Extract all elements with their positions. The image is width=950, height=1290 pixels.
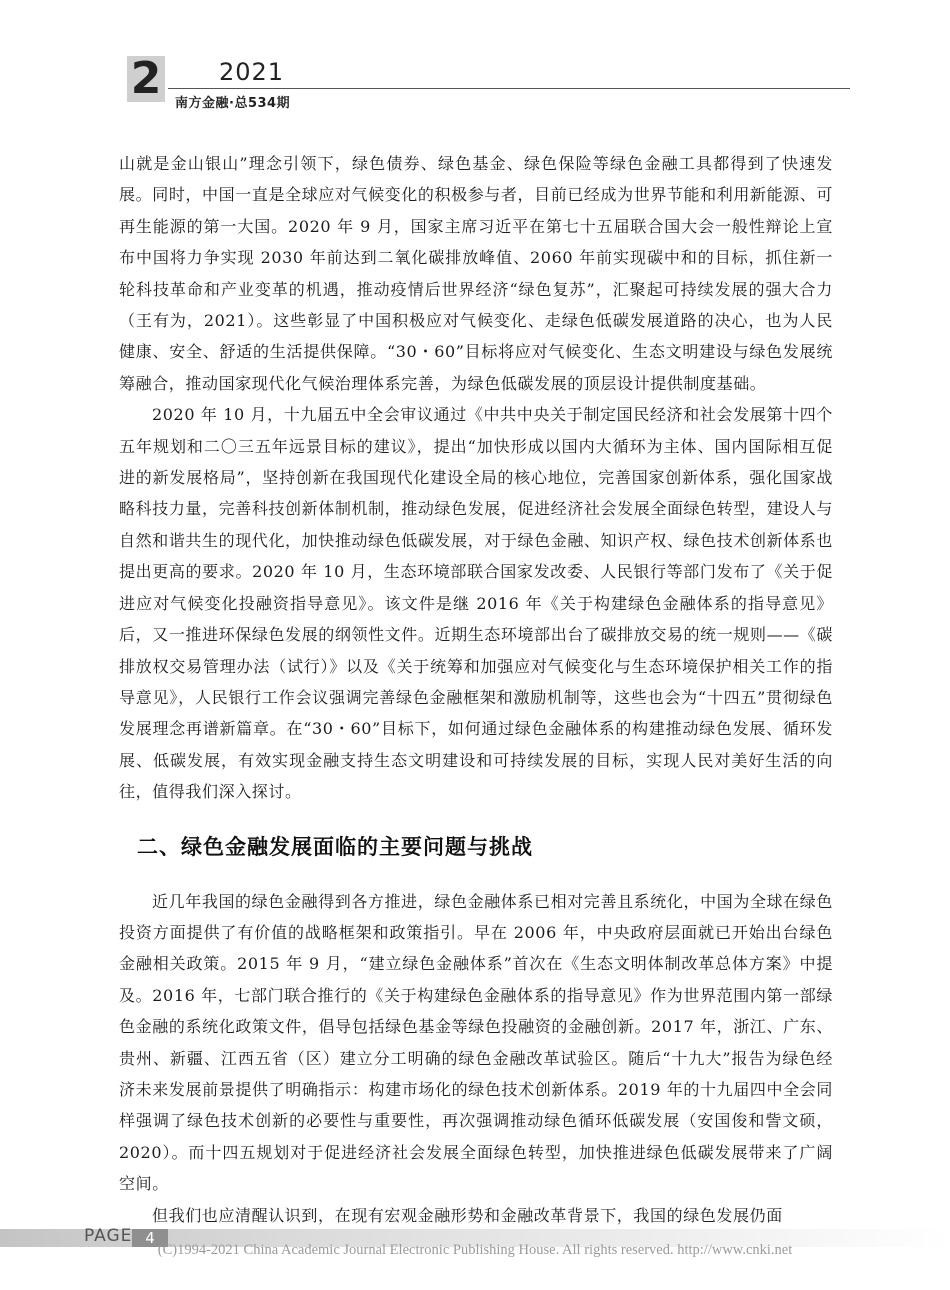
copyright-notice: (C)1994-2021 China Academic Journal Electronic Publishing House. All rights reserved. http://www.cnki.net xyxy=(157,1242,793,1258)
paragraph-continued: 山就是金山银山”理念引领下，绿色债券、绿色基金、绿色保险等绿色金融工具都得到了快速发展。同时，中国一直是全球应对气候变化的积极参与者，目前已经成为世界节能和利用新能源、可再生能源的第一大国。2020 年 9 月，国家主席习近平在第七十五届联合国大会一般性辩论上宣布中国将力争实现 2030 年前达到二氧化碳排放峰值、2060 年前实现碳中和的目标，抓住新一轮科技革命和产业变革的机遇，推动疫情后世界经济“绿色复苏”，汇聚起可持续发展的强大合力（王有为，2021）。这些彰显了中国积极应对气候变化、走绿色低碳发展道路的决心，也为人民健康、安全、舒适的生活提供保障。“30・60”目标将应对气候变化、生态文明建设与绿色发展统筹融合，推动国家现代化气候治理体系完善，为绿色低碳发展的顶层设计提供制度基础。 xyxy=(119,154,833,393)
section-heading: 二、绿色金融发展面临的主要问题与挑战 xyxy=(137,834,533,859)
paragraph: 但我们也应清醒认识到，在现有宏观金融形势和金融改革背景下，我国的绿色发展仍面 xyxy=(152,1205,783,1225)
page-header xyxy=(0,0,950,110)
page-label: PAGE xyxy=(84,1226,133,1246)
header-divider xyxy=(168,88,850,89)
issue-number-box: 2 xyxy=(127,56,165,102)
paragraph: 2020 年 10 月，十九届五中全会审议通过《中共中央关于制定国民经济和社会发展第十四个五年规划和二〇三五年远景目标的建议》，提出“加快形成以国内大循环为主体、国内国际相互促进的新发展格局”，坚持创新在我国现代化建设全局的核心地位，完善国家创新体系，强化国家战略科技力量，完善科技创新体制机制，推动绿色发展，促进经济社会发展全面绿色转型，建设人与自然和谐共生的现代化，加快推动绿色低碳发展，对于绿色金融、知识产权、绿色技术创新体系也提出更高的要求。2020 年 10 月，生态环境部联合国家发改委、人民银行等部门发布了《关于促进应对气候变化投融资指导意见》。该文件是继 2016 年《关于构建绿色金融体系的指导意见》后，又一推进环保绿色发展的纲领性文件。近期生态环境部出台了碳排放交易的统一规则——《碳排放权交易管理办法（试行）》以及《关于统筹和加强应对气候变化与生态环境保护相关工作的指导意见》，人民银行工作会议强调完善绿色金融框架和激励机制等，这些也会为“十四五”贯彻绿色发展理念再谱新篇章。在“30・60”目标下，如何通过绿色金融体系的构建推动绿色发展、循环发展、低碳发展，有效实现金融支持生态文明建设和可持续发展的目标，实现人民对美好生活的向往，值得我们深入探讨。 xyxy=(119,405,833,802)
article-body xyxy=(119,148,833,1231)
issue-year: 2021 xyxy=(219,58,285,86)
paragraph: 近几年我国的绿色金融得到各方推进，绿色金融体系已相对完善且系统化，中国为全球在绿色投资方面提供了有价值的战略框架和政策指引。早在 2006 年，中央政府层面就已开始出台绿色金融相关政策。2015 年 9 月，“建立绿色金融体系”首次在《生态文明体制改革总体方案》中提及。2016 年，七部门联合推行的《关于构建绿色金融体系的指导意见》作为世界范围内第一部绿色金融的系统化政策文件，倡导包括绿色基金等绿色投融资的金融创新。2017 年，浙江、广东、贵州、新疆、江西五省（区）建立分工明确的绿色金融改革试验区。随后“十九大”报告为绿色经济未来发展前景提供了明确指示：构建市场化的绿色技术创新体系。2019 年的十九届四中全会同样强调了绿色技术创新的必要性与重要性，再次强调推动绿色循环低碳发展（安国俊和訾文硕，2020）。而十四五规划对于促进经济社会发展全面绿色转型，加快推进绿色低碳发展带来了广阔空间。 xyxy=(119,891,833,1194)
journal-name: 南方金融·总534期 xyxy=(175,96,291,111)
page-number: 4 xyxy=(132,1229,168,1247)
